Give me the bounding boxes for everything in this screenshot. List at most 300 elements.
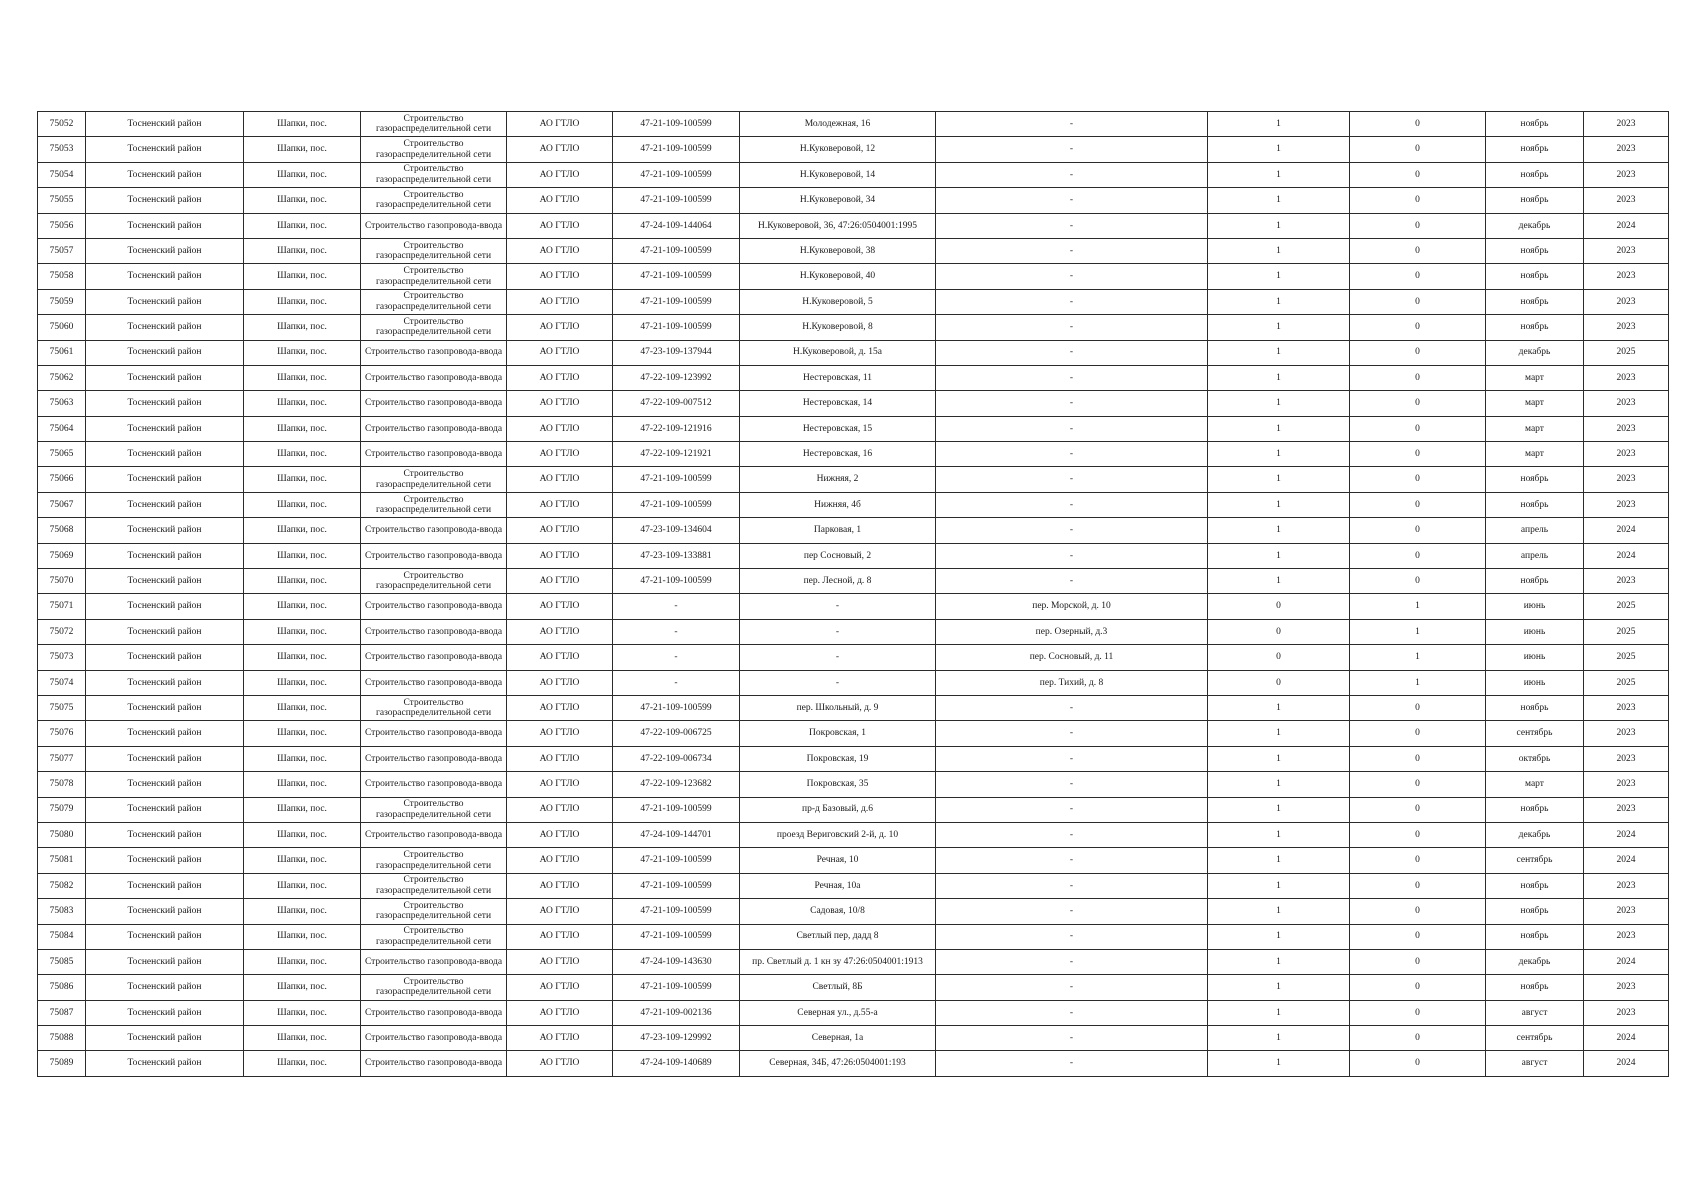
district-cell: Тосненский район — [86, 721, 244, 746]
organization-cell: АО ГТЛО — [507, 848, 613, 873]
district-cell: Тосненский район — [86, 289, 244, 314]
address-cell: Северная, 1а — [740, 1026, 936, 1051]
year-cell: 2023 — [1584, 391, 1669, 416]
settlement-cell: Шапки, пос. — [244, 695, 361, 720]
address-cell: Северная ул., д.55-а — [740, 1000, 936, 1025]
quantity-2-cell: 0 — [1350, 442, 1486, 467]
settlement-cell: Шапки, пос. — [244, 137, 361, 162]
address-cell: Н.Куковеровой, д. 15а — [740, 340, 936, 365]
address-cell: - — [740, 645, 936, 670]
settlement-cell: Шапки, пос. — [244, 924, 361, 949]
district-cell: Тосненский район — [86, 924, 244, 949]
row-id-cell: 75075 — [38, 695, 86, 720]
organization-cell: АО ГТЛО — [507, 873, 613, 898]
organization-cell: АО ГТЛО — [507, 467, 613, 492]
quantity-1-cell: 1 — [1208, 137, 1350, 162]
year-cell: 2023 — [1584, 924, 1669, 949]
registry-code-cell: 47-21-109-100599 — [613, 315, 740, 340]
quantity-2-cell: 0 — [1350, 238, 1486, 263]
address-cell: Нестеровская, 14 — [740, 391, 936, 416]
month-cell: ноябрь — [1486, 797, 1584, 822]
work-type-cell: Строительство газораспределительной сети — [361, 797, 507, 822]
quantity-1-cell: 1 — [1208, 1000, 1350, 1025]
table-row — [38, 543, 1669, 568]
month-cell: апрель — [1486, 543, 1584, 568]
quantity-2-cell: 0 — [1350, 822, 1486, 847]
organization-cell: АО ГТЛО — [507, 416, 613, 441]
quantity-2-cell: 0 — [1350, 391, 1486, 416]
work-type-cell: Строительство газопровода-ввода — [361, 619, 507, 644]
work-type-cell: Строительство газопровода-ввода — [361, 416, 507, 441]
organization-cell: АО ГТЛО — [507, 899, 613, 924]
work-type-cell: Строительство газопровода-ввода — [361, 1051, 507, 1076]
row-id-cell: 75071 — [38, 594, 86, 619]
registry-code-cell: 47-21-109-100599 — [613, 924, 740, 949]
district-cell: Тосненский район — [86, 695, 244, 720]
settlement-cell: Шапки, пос. — [244, 112, 361, 137]
table-row — [38, 1026, 1669, 1051]
registry-code-cell: 47-21-109-100599 — [613, 467, 740, 492]
address-cell: Н.Куковеровой, 34 — [740, 188, 936, 213]
table-row — [38, 670, 1669, 695]
district-cell: Тосненский район — [86, 213, 244, 238]
quantity-2-cell: 0 — [1350, 1051, 1486, 1076]
table-row — [38, 975, 1669, 1000]
settlement-cell: Шапки, пос. — [244, 975, 361, 1000]
year-cell: 2023 — [1584, 188, 1669, 213]
alt-address-cell: - — [936, 848, 1208, 873]
table-row — [38, 442, 1669, 467]
table-row — [38, 162, 1669, 187]
address-cell: Н.Куковеровой, 12 — [740, 137, 936, 162]
registry-code-cell: 47-21-109-100599 — [613, 975, 740, 1000]
month-cell: апрель — [1486, 518, 1584, 543]
quantity-2-cell: 0 — [1350, 467, 1486, 492]
row-id-cell: 75084 — [38, 924, 86, 949]
settlement-cell: Шапки, пос. — [244, 492, 361, 517]
month-cell: август — [1486, 1051, 1584, 1076]
quantity-1-cell: 1 — [1208, 899, 1350, 924]
district-cell: Тосненский район — [86, 518, 244, 543]
organization-cell: АО ГТЛО — [507, 695, 613, 720]
settlement-cell: Шапки, пос. — [244, 1051, 361, 1076]
organization-cell: АО ГТЛО — [507, 975, 613, 1000]
organization-cell: АО ГТЛО — [507, 340, 613, 365]
settlement-cell: Шапки, пос. — [244, 822, 361, 847]
address-cell: Нестеровская, 16 — [740, 442, 936, 467]
month-cell: июнь — [1486, 645, 1584, 670]
year-cell: 2024 — [1584, 518, 1669, 543]
district-cell: Тосненский район — [86, 670, 244, 695]
quantity-1-cell: 1 — [1208, 1051, 1350, 1076]
year-cell: 2023 — [1584, 695, 1669, 720]
address-cell: Северная, 34Б, 47:26:0504001:193 — [740, 1051, 936, 1076]
settlement-cell: Шапки, пос. — [244, 365, 361, 390]
registry-code-cell: 47-21-109-100599 — [613, 899, 740, 924]
alt-address-cell: - — [936, 1000, 1208, 1025]
gasification-register-table — [37, 111, 1669, 1077]
settlement-cell: Шапки, пос. — [244, 289, 361, 314]
registry-code-cell: - — [613, 619, 740, 644]
year-cell: 2024 — [1584, 1026, 1669, 1051]
registry-code-cell: 47-22-109-123682 — [613, 772, 740, 797]
table-row — [38, 112, 1669, 137]
organization-cell: АО ГТЛО — [507, 492, 613, 517]
settlement-cell: Шапки, пос. — [244, 1026, 361, 1051]
registry-code-cell: 47-21-109-100599 — [613, 238, 740, 263]
month-cell: ноябрь — [1486, 899, 1584, 924]
year-cell: 2023 — [1584, 746, 1669, 771]
address-cell: Н.Куковеровой, 5 — [740, 289, 936, 314]
year-cell: 2023 — [1584, 1000, 1669, 1025]
month-cell: ноябрь — [1486, 289, 1584, 314]
year-cell: 2024 — [1584, 848, 1669, 873]
table-row — [38, 619, 1669, 644]
quantity-2-cell: 0 — [1350, 772, 1486, 797]
work-type-cell: Строительство газораспределительной сети — [361, 899, 507, 924]
year-cell: 2025 — [1584, 645, 1669, 670]
quantity-2-cell: 0 — [1350, 848, 1486, 873]
district-cell: Тосненский район — [86, 112, 244, 137]
quantity-1-cell: 1 — [1208, 924, 1350, 949]
district-cell: Тосненский район — [86, 949, 244, 974]
quantity-1-cell: 1 — [1208, 569, 1350, 594]
work-type-cell: Строительство газопровода-ввода — [361, 949, 507, 974]
district-cell: Тосненский район — [86, 162, 244, 187]
organization-cell: АО ГТЛО — [507, 365, 613, 390]
district-cell: Тосненский район — [86, 569, 244, 594]
table-row — [38, 315, 1669, 340]
registry-code-cell: 47-24-109-144064 — [613, 213, 740, 238]
work-type-cell: Строительство газораспределительной сети — [361, 569, 507, 594]
district-cell: Тосненский район — [86, 873, 244, 898]
alt-address-cell: - — [936, 416, 1208, 441]
table-row — [38, 416, 1669, 441]
work-type-cell: Строительство газопровода-ввода — [361, 670, 507, 695]
year-cell: 2023 — [1584, 772, 1669, 797]
year-cell: 2023 — [1584, 137, 1669, 162]
table-row — [38, 899, 1669, 924]
district-cell: Тосненский район — [86, 619, 244, 644]
district-cell: Тосненский район — [86, 467, 244, 492]
organization-cell: АО ГТЛО — [507, 238, 613, 263]
year-cell: 2023 — [1584, 416, 1669, 441]
organization-cell: АО ГТЛО — [507, 213, 613, 238]
year-cell: 2023 — [1584, 721, 1669, 746]
quantity-1-cell: 1 — [1208, 518, 1350, 543]
registry-code-cell: - — [613, 670, 740, 695]
settlement-cell: Шапки, пос. — [244, 315, 361, 340]
year-cell: 2023 — [1584, 365, 1669, 390]
alt-address-cell: пер. Морской, д. 10 — [936, 594, 1208, 619]
address-cell: Н.Куковеровой, 8 — [740, 315, 936, 340]
row-id-cell: 75079 — [38, 797, 86, 822]
alt-address-cell: - — [936, 518, 1208, 543]
year-cell: 2023 — [1584, 899, 1669, 924]
alt-address-cell: - — [936, 264, 1208, 289]
organization-cell: АО ГТЛО — [507, 518, 613, 543]
quantity-2-cell: 0 — [1350, 797, 1486, 822]
registry-code-cell: 47-22-109-006734 — [613, 746, 740, 771]
district-cell: Тосненский район — [86, 340, 244, 365]
quantity-2-cell: 0 — [1350, 949, 1486, 974]
month-cell: октябрь — [1486, 746, 1584, 771]
alt-address-cell: - — [936, 543, 1208, 568]
district-cell: Тосненский район — [86, 797, 244, 822]
work-type-cell: Строительство газопровода-ввода — [361, 645, 507, 670]
year-cell: 2023 — [1584, 492, 1669, 517]
registry-code-cell: 47-22-109-121916 — [613, 416, 740, 441]
registry-code-cell: 47-21-109-100599 — [613, 873, 740, 898]
row-id-cell: 75067 — [38, 492, 86, 517]
alt-address-cell: - — [936, 1051, 1208, 1076]
row-id-cell: 75055 — [38, 188, 86, 213]
address-cell: Н.Куковеровой, 14 — [740, 162, 936, 187]
work-type-cell: Строительство газораспределительной сети — [361, 492, 507, 517]
registry-code-cell: 47-22-109-007512 — [613, 391, 740, 416]
work-type-cell: Строительство газопровода-ввода — [361, 518, 507, 543]
settlement-cell: Шапки, пос. — [244, 188, 361, 213]
work-type-cell: Строительство газораспределительной сети — [361, 467, 507, 492]
alt-address-cell: - — [936, 112, 1208, 137]
organization-cell: АО ГТЛО — [507, 924, 613, 949]
quantity-2-cell: 0 — [1350, 213, 1486, 238]
organization-cell: АО ГТЛО — [507, 797, 613, 822]
quantity-2-cell: 0 — [1350, 112, 1486, 137]
district-cell: Тосненский район — [86, 746, 244, 771]
quantity-2-cell: 0 — [1350, 1026, 1486, 1051]
table-row — [38, 289, 1669, 314]
address-cell: Покровская, 19 — [740, 746, 936, 771]
district-cell: Тосненский район — [86, 416, 244, 441]
district-cell: Тосненский район — [86, 315, 244, 340]
district-cell: Тосненский район — [86, 492, 244, 517]
registry-code-cell: 47-21-109-100599 — [613, 112, 740, 137]
month-cell: март — [1486, 416, 1584, 441]
quantity-1-cell: 1 — [1208, 112, 1350, 137]
address-cell: - — [740, 670, 936, 695]
quantity-2-cell: 0 — [1350, 137, 1486, 162]
organization-cell: АО ГТЛО — [507, 442, 613, 467]
registry-code-cell: 47-23-109-133881 — [613, 543, 740, 568]
row-id-cell: 75077 — [38, 746, 86, 771]
quantity-1-cell: 1 — [1208, 1026, 1350, 1051]
address-cell: Покровская, 1 — [740, 721, 936, 746]
quantity-1-cell: 1 — [1208, 822, 1350, 847]
alt-address-cell: - — [936, 797, 1208, 822]
quantity-2-cell: 0 — [1350, 492, 1486, 517]
quantity-2-cell: 1 — [1350, 670, 1486, 695]
alt-address-cell: - — [936, 924, 1208, 949]
month-cell: ноябрь — [1486, 492, 1584, 517]
district-cell: Тосненский район — [86, 442, 244, 467]
quantity-2-cell: 0 — [1350, 518, 1486, 543]
year-cell: 2024 — [1584, 213, 1669, 238]
work-type-cell: Строительство газопровода-ввода — [361, 543, 507, 568]
quantity-1-cell: 1 — [1208, 365, 1350, 390]
row-id-cell: 75072 — [38, 619, 86, 644]
year-cell: 2024 — [1584, 543, 1669, 568]
quantity-1-cell: 1 — [1208, 391, 1350, 416]
row-id-cell: 75088 — [38, 1026, 86, 1051]
settlement-cell: Шапки, пос. — [244, 619, 361, 644]
quantity-1-cell: 1 — [1208, 340, 1350, 365]
quantity-2-cell: 0 — [1350, 340, 1486, 365]
settlement-cell: Шапки, пос. — [244, 238, 361, 263]
alt-address-cell: - — [936, 569, 1208, 594]
organization-cell: АО ГТЛО — [507, 949, 613, 974]
address-cell: Нестеровская, 11 — [740, 365, 936, 390]
organization-cell: АО ГТЛО — [507, 137, 613, 162]
row-id-cell: 75082 — [38, 873, 86, 898]
alt-address-cell: - — [936, 822, 1208, 847]
alt-address-cell: пер. Сосновый, д. 11 — [936, 645, 1208, 670]
quantity-1-cell: 1 — [1208, 746, 1350, 771]
settlement-cell: Шапки, пос. — [244, 848, 361, 873]
quantity-1-cell: 1 — [1208, 238, 1350, 263]
table-row — [38, 797, 1669, 822]
settlement-cell: Шапки, пос. — [244, 721, 361, 746]
work-type-cell: Строительство газораспределительной сети — [361, 238, 507, 263]
work-type-cell: Строительство газораспределительной сети — [361, 873, 507, 898]
alt-address-cell: - — [936, 315, 1208, 340]
table-row — [38, 949, 1669, 974]
year-cell: 2023 — [1584, 467, 1669, 492]
month-cell: ноябрь — [1486, 695, 1584, 720]
work-type-cell: Строительство газопровода-ввода — [361, 822, 507, 847]
registry-code-cell: 47-21-109-100599 — [613, 797, 740, 822]
alt-address-cell: пер. Тихий, д. 8 — [936, 670, 1208, 695]
quantity-1-cell: 1 — [1208, 695, 1350, 720]
quantity-2-cell: 0 — [1350, 289, 1486, 314]
month-cell: декабрь — [1486, 822, 1584, 847]
table-row — [38, 721, 1669, 746]
address-cell: Нестеровская, 15 — [740, 416, 936, 441]
alt-address-cell: - — [936, 873, 1208, 898]
alt-address-cell: - — [936, 442, 1208, 467]
organization-cell: АО ГТЛО — [507, 391, 613, 416]
quantity-2-cell: 0 — [1350, 746, 1486, 771]
row-id-cell: 75078 — [38, 772, 86, 797]
row-id-cell: 75054 — [38, 162, 86, 187]
work-type-cell: Строительство газораспределительной сети — [361, 695, 507, 720]
month-cell: декабрь — [1486, 213, 1584, 238]
address-cell: Светлый пер, дадд 8 — [740, 924, 936, 949]
registry-code-cell: 47-21-109-100599 — [613, 848, 740, 873]
alt-address-cell: - — [936, 340, 1208, 365]
quantity-1-cell: 1 — [1208, 188, 1350, 213]
table-row — [38, 340, 1669, 365]
settlement-cell: Шапки, пос. — [244, 873, 361, 898]
settlement-cell: Шапки, пос. — [244, 772, 361, 797]
registry-code-cell: 47-21-109-002136 — [613, 1000, 740, 1025]
work-type-cell: Строительство газопровода-ввода — [361, 340, 507, 365]
work-type-cell: Строительство газопровода-ввода — [361, 721, 507, 746]
year-cell: 2025 — [1584, 619, 1669, 644]
work-type-cell: Строительство газопровода-ввода — [361, 213, 507, 238]
quantity-2-cell: 0 — [1350, 924, 1486, 949]
row-id-cell: 75073 — [38, 645, 86, 670]
district-cell: Тосненский район — [86, 543, 244, 568]
quantity-2-cell: 0 — [1350, 975, 1486, 1000]
registry-code-cell: 47-21-109-100599 — [613, 137, 740, 162]
alt-address-cell: - — [936, 492, 1208, 517]
table-row — [38, 746, 1669, 771]
settlement-cell: Шапки, пос. — [244, 264, 361, 289]
settlement-cell: Шапки, пос. — [244, 670, 361, 695]
row-id-cell: 75065 — [38, 442, 86, 467]
registry-code-cell: 47-23-109-137944 — [613, 340, 740, 365]
month-cell: март — [1486, 442, 1584, 467]
alt-address-cell: - — [936, 467, 1208, 492]
quantity-1-cell: 1 — [1208, 949, 1350, 974]
alt-address-cell: - — [936, 746, 1208, 771]
month-cell: июнь — [1486, 670, 1584, 695]
alt-address-cell: - — [936, 391, 1208, 416]
address-cell: Речная, 10а — [740, 873, 936, 898]
organization-cell: АО ГТЛО — [507, 188, 613, 213]
month-cell: ноябрь — [1486, 315, 1584, 340]
address-cell: Молодежная, 16 — [740, 112, 936, 137]
work-type-cell: Строительство газораспределительной сети — [361, 315, 507, 340]
row-id-cell: 75052 — [38, 112, 86, 137]
settlement-cell: Шапки, пос. — [244, 518, 361, 543]
settlement-cell: Шапки, пос. — [244, 797, 361, 822]
month-cell: ноябрь — [1486, 264, 1584, 289]
work-type-cell: Строительство газопровода-ввода — [361, 442, 507, 467]
district-cell: Тосненский район — [86, 137, 244, 162]
settlement-cell: Шапки, пос. — [244, 899, 361, 924]
table-row — [38, 518, 1669, 543]
month-cell: ноябрь — [1486, 873, 1584, 898]
organization-cell: АО ГТЛО — [507, 162, 613, 187]
alt-address-cell: - — [936, 365, 1208, 390]
settlement-cell: Шапки, пос. — [244, 594, 361, 619]
work-type-cell: Строительство газораспределительной сети — [361, 188, 507, 213]
quantity-2-cell: 0 — [1350, 315, 1486, 340]
quantity-1-cell: 1 — [1208, 721, 1350, 746]
registry-code-cell: 47-24-109-140689 — [613, 1051, 740, 1076]
registry-code-cell: 47-21-109-100599 — [613, 569, 740, 594]
table-row — [38, 772, 1669, 797]
quantity-1-cell: 1 — [1208, 975, 1350, 1000]
row-id-cell: 75064 — [38, 416, 86, 441]
settlement-cell: Шапки, пос. — [244, 442, 361, 467]
district-cell: Тосненский район — [86, 238, 244, 263]
settlement-cell: Шапки, пос. — [244, 543, 361, 568]
table-row — [38, 137, 1669, 162]
organization-cell: АО ГТЛО — [507, 645, 613, 670]
address-cell: Садовая, 10/8 — [740, 899, 936, 924]
work-type-cell: Строительство газораспределительной сети — [361, 289, 507, 314]
quantity-2-cell: 1 — [1350, 619, 1486, 644]
quantity-2-cell: 0 — [1350, 365, 1486, 390]
district-cell: Тосненский район — [86, 975, 244, 1000]
address-cell: Н.Куковеровой, 38 — [740, 238, 936, 263]
registry-code-cell: 47-21-109-100599 — [613, 289, 740, 314]
quantity-2-cell: 0 — [1350, 188, 1486, 213]
work-type-cell: Строительство газопровода-ввода — [361, 391, 507, 416]
settlement-cell: Шапки, пос. — [244, 746, 361, 771]
district-cell: Тосненский район — [86, 1051, 244, 1076]
table-row — [38, 1000, 1669, 1025]
year-cell: 2023 — [1584, 797, 1669, 822]
address-cell: - — [740, 594, 936, 619]
table-row — [38, 188, 1669, 213]
row-id-cell: 75085 — [38, 949, 86, 974]
quantity-2-cell: 1 — [1350, 645, 1486, 670]
alt-address-cell: - — [936, 162, 1208, 187]
